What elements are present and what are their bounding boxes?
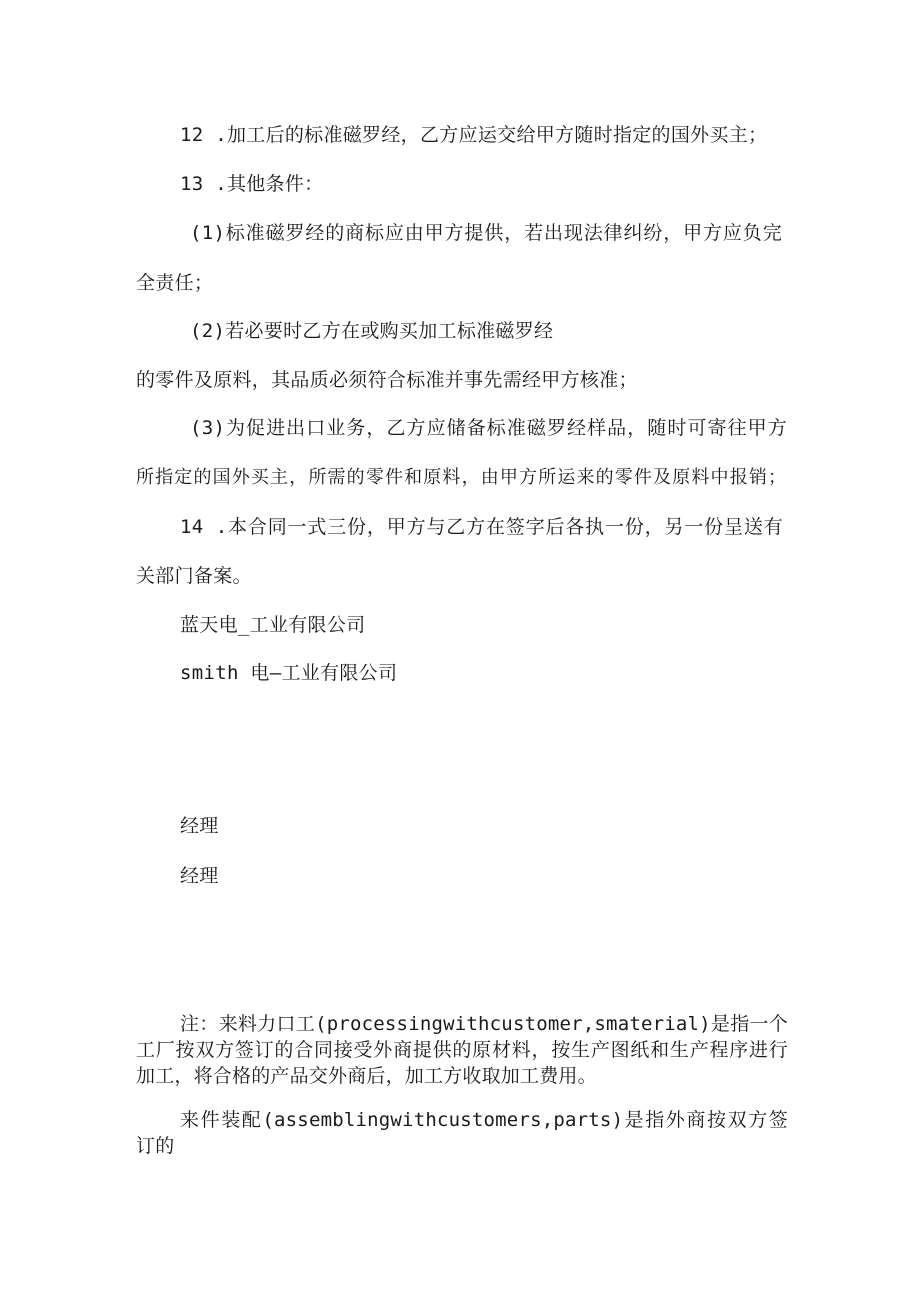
party-a-name: 蓝天电_工业有限公司: [180, 614, 366, 636]
item-1-line-2: 全责任；: [136, 272, 214, 294]
item-3-line-1: (3)为促进出口业务，乙方应储备标准磁罗经样品，随时可寄往甲方: [190, 417, 787, 439]
item-2-line-2: 的零件及原料，其品质必须符合标准并事先需经甲方核准；: [136, 369, 638, 391]
note-processing-definition: 注：来料力口工(processingwithcustomer,smaterial)是指一个工厂按双方签订的合同接受外商提供的原材料，按生产图纸和生产程序进行加工，将合格的产品交外商后，加工方收取加工费用。: [136, 1013, 788, 1087]
manager-a-signature-label: 经理: [180, 815, 219, 837]
clause-14-line-2: 关部门备案。: [136, 565, 252, 587]
manager-b-signature-label: 经理: [180, 865, 219, 887]
clause-14-line-1: 14 .本合同一式三份，甲方与乙方在签字后各执一份，另一份呈送有: [180, 516, 783, 538]
item-3-line-2: 所指定的国外买主，所需的零件和原料，由甲方所运来的零件及原料中报销；: [136, 467, 786, 488]
note-assembling-definition: 来件装配(assemblingwithcustomers,parts)是指外商按双方签订的: [136, 1109, 788, 1157]
party-b-name: smith 电—工业有限公司: [180, 662, 398, 684]
clause-12: 12 .加工后的标准磁罗经，乙方应运交给甲方随时指定的国外买主；: [180, 124, 768, 146]
clause-13: 13 .其他条件：: [180, 173, 324, 195]
item-2-line-1: (2)若必要时乙方在或购买加工标准磁罗经: [190, 320, 554, 342]
item-1-line-1: (1)标准磁罗经的商标应由甲方提供，若出现法律纠纷，甲方应负完: [190, 222, 782, 244]
